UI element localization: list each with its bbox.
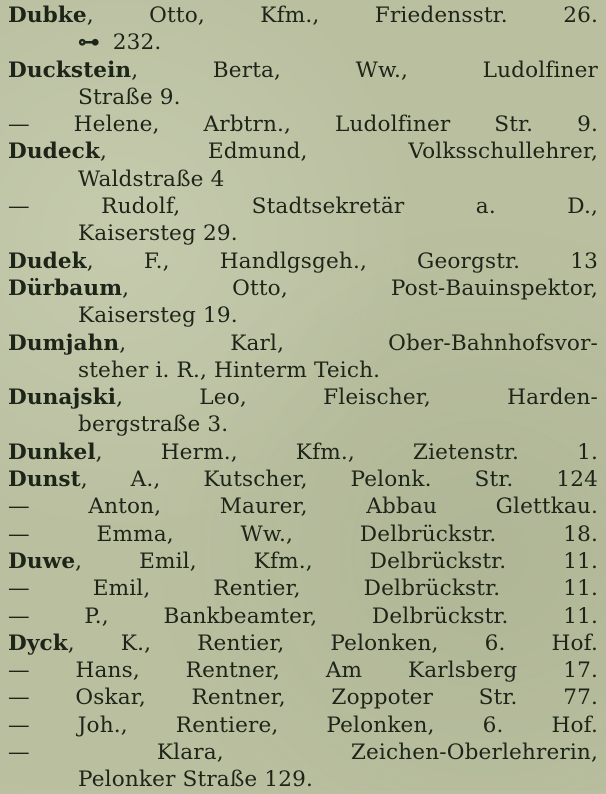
- entry-line: [8, 2, 598, 29]
- entry-continuation-line: [8, 84, 598, 111]
- entry-line: [8, 712, 598, 739]
- entry-line: [8, 275, 598, 302]
- entry-line: [8, 630, 598, 657]
- entry-text: — Emil, Rentier, Delbrückstr. 11.: [8, 576, 598, 602]
- entry-line: [8, 384, 598, 411]
- entry-text: 232.: [105, 30, 162, 56]
- directory-entry: [8, 575, 598, 602]
- surname: Dudeck: [8, 139, 100, 165]
- entry-line: [8, 330, 598, 357]
- surname: Dyck: [8, 630, 68, 656]
- entry-text: Waldstraße 4: [78, 166, 225, 192]
- entry-text: , Berta, Ww., Ludolfiner: [131, 57, 598, 83]
- entry-text: , Otto, Kfm., Friedensstr. 26.: [86, 3, 598, 28]
- entry-text: — Klara, Zeichen-Oberlehrerin,: [8, 740, 598, 766]
- directory-entry: [8, 657, 598, 684]
- directory-entry: [8, 548, 598, 575]
- entry-continuation-line: [8, 411, 598, 438]
- entry-text: , Emil, Kfm., Delbrückstr. 11.: [75, 548, 598, 574]
- entry-continuation-line: [8, 766, 598, 793]
- surname: Dunst: [8, 467, 81, 493]
- entry-line: [8, 521, 598, 548]
- directory-entry: [8, 684, 598, 711]
- entry-text: , Karl, Ober-Bahnhofsvor-: [119, 330, 598, 356]
- surname: Duckstein: [8, 57, 132, 83]
- entry-text: , Otto, Post-Bauinspektor,: [122, 275, 598, 301]
- telephone-icon: ⊶: [78, 30, 100, 56]
- directory-entry: [8, 330, 598, 385]
- entry-text: , Edmund, Volksschullehrer,: [99, 139, 598, 165]
- entry-line: [8, 466, 598, 493]
- entry-line: [8, 111, 598, 138]
- directory-column: [8, 0, 598, 794]
- entry-text: , K., Rentier, Pelonken, 6. Hof.: [67, 630, 598, 656]
- directory-entry: [8, 739, 598, 794]
- entry-text: — P., Bankbeamter, Delbrückstr. 11.: [8, 603, 598, 629]
- directory-entry: [8, 521, 598, 548]
- directory-entry: [8, 57, 598, 112]
- directory-entry: [8, 603, 598, 630]
- surname: Duwe: [8, 548, 76, 574]
- directory-entry: [8, 630, 598, 657]
- entry-text: , Leo, Fleischer, Harden-: [116, 385, 598, 411]
- surname: Dunkel: [8, 439, 96, 465]
- entry-text: Kaisersteg 29.: [78, 221, 238, 247]
- entry-text: — Emma, Ww., Delbrückstr. 18.: [8, 521, 598, 547]
- entry-line: [8, 739, 598, 766]
- entry-continuation-line: [8, 166, 598, 193]
- entry-text: — Anton, Maurer, Abbau Glettkau.: [8, 494, 598, 520]
- entry-text: — Oskar, Rentner, Zoppoter Str. 77.: [8, 685, 598, 711]
- directory-entry: [8, 2, 598, 57]
- directory-entry: [8, 275, 598, 330]
- entry-line: [8, 548, 598, 575]
- entry-text: — Rudolf, Stadtsekretär a. D.,: [8, 194, 598, 220]
- surname: Dürbaum: [8, 275, 123, 301]
- entry-text: — Joh., Rentiere, Pelonken, 6. Hof.: [8, 712, 598, 738]
- entry-text: , F., Handlgsgeh., Georgstr. 13: [86, 248, 598, 274]
- entry-line: [8, 439, 598, 466]
- directory-entry: [8, 248, 598, 275]
- entry-continuation-line: [8, 357, 598, 384]
- directory-entry: [8, 138, 598, 193]
- entry-text: — Helene, Arbtrn., Ludolfiner Str. 9.: [8, 112, 598, 138]
- entry-line: [8, 684, 598, 711]
- directory-entry: [8, 193, 598, 248]
- entry-line: [8, 493, 598, 520]
- directory-entry: [8, 439, 598, 466]
- surname: Dunajski: [8, 385, 117, 411]
- entry-continuation-line: [8, 302, 598, 329]
- surname: Dumjahn: [8, 330, 120, 356]
- entry-line: [8, 138, 598, 165]
- entry-continuation-line: [8, 220, 598, 247]
- entry-text: , Herm., Kfm., Zietenstr. 1.: [95, 439, 598, 465]
- directory-entry: [8, 712, 598, 739]
- entry-line: [8, 657, 598, 684]
- entry-text: Kaisersteg 19.: [78, 303, 238, 329]
- entry-text: Straße 9.: [78, 84, 181, 110]
- entry-line: [8, 603, 598, 630]
- entry-text: , A., Kutscher, Pelonk. Str. 124: [80, 467, 598, 493]
- entry-text: — Hans, Rentner, Am Karlsberg 17.: [8, 658, 598, 684]
- directory-entry: [8, 466, 598, 493]
- directory-entry: [8, 384, 598, 439]
- entry-line: [8, 248, 598, 275]
- directory-entry: [8, 111, 598, 138]
- surname: Dubke: [8, 3, 87, 28]
- entry-continuation-line: [8, 29, 598, 56]
- entry-line: [8, 57, 598, 84]
- entry-line: [8, 193, 598, 220]
- entry-text: Pelonker Straße 129.: [78, 767, 314, 793]
- entry-line: [8, 575, 598, 602]
- directory-entry: [8, 493, 598, 520]
- entry-text: steher i. R., Hinterm Teich.: [78, 357, 381, 383]
- entry-text: bergstraße 3.: [78, 412, 229, 438]
- surname: Dudek: [8, 248, 87, 274]
